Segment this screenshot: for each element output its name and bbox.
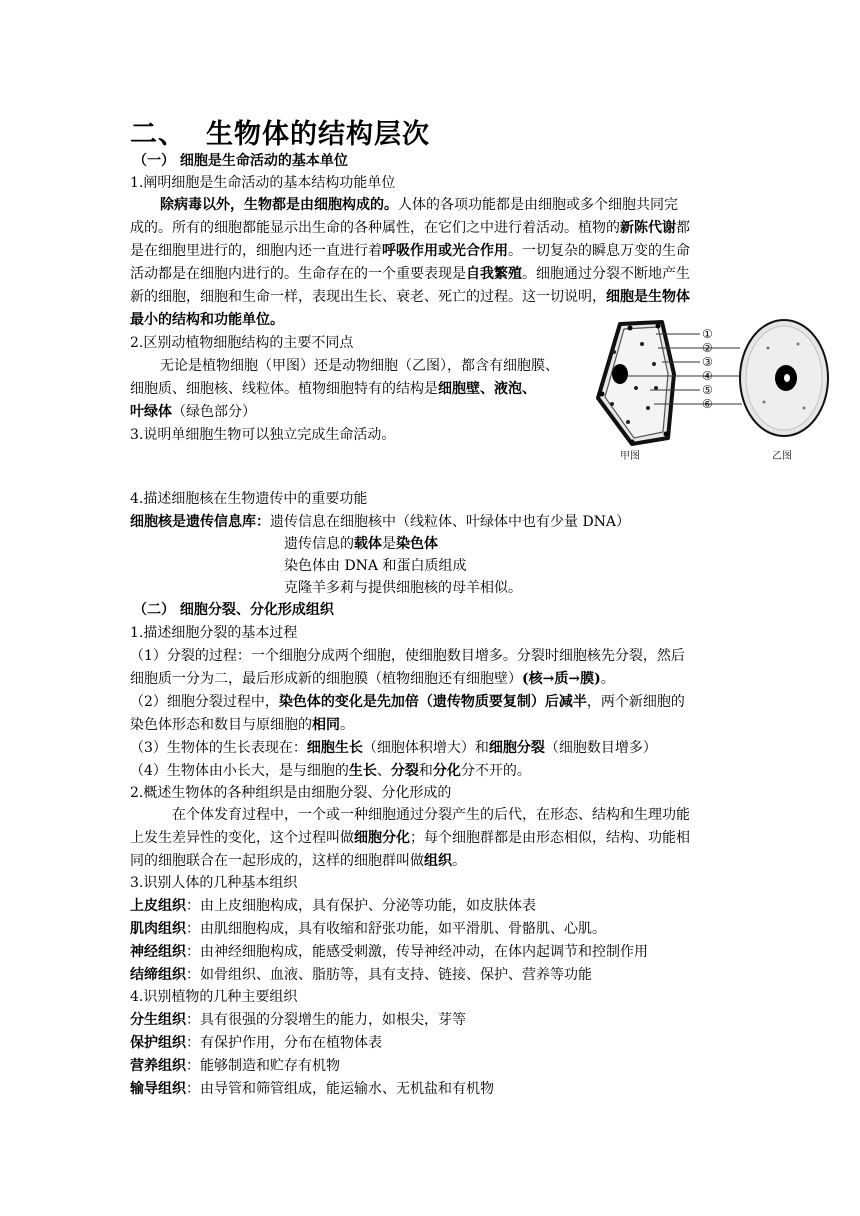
point-title-3: 3.说明单细胞生物可以独立完成生命活动。 bbox=[130, 427, 396, 443]
figure-caption-right: 乙图 bbox=[772, 451, 792, 462]
paragraph-line: 活动都是在细胞内进行的。生命存在的一个重要表现是自我繁殖。细胞通过分裂不断地产生 bbox=[130, 266, 690, 282]
paragraph-line: 除病毒以外，生物都是由细胞构成的。人体的各项功能都是由细胞或多个细胞共同完 bbox=[160, 197, 678, 213]
paragraph-line: 细胞质、细胞核、线粒体。植物细胞特有的结构是细胞壁、液泡、 bbox=[130, 381, 536, 397]
point-title-1: 1.阐明细胞是生命活动的基本结构功能单位 bbox=[130, 175, 396, 191]
tissue-item: 肌肉组织：由肌细胞构成，具有收缩和舒张功能，如平滑肌、骨骼肌、心肌。 bbox=[130, 921, 606, 937]
plant-cell-image bbox=[598, 322, 674, 445]
paragraph-line: 遗传信息的载体是染色体 bbox=[284, 536, 438, 552]
point-title-4b: 4.识别植物的几种主要组织 bbox=[130, 989, 298, 1005]
figure-label: ⑤ bbox=[702, 383, 713, 397]
section-title-text: 生物体的结构层次 bbox=[206, 119, 430, 150]
cell-figure bbox=[592, 318, 842, 466]
paragraph-line: （3）生物体的生长表现在：细胞生长（细胞体积增大）和细胞分裂（细胞数目增多） bbox=[130, 740, 657, 756]
point-title-2b: 2.概述生物体的各种组织是由细胞分裂、分化形成的 bbox=[130, 785, 452, 801]
point-title-1b: 1.描述细胞分裂的基本过程 bbox=[130, 625, 298, 641]
paragraph-line: 上发生差异性的变化，这个过程叫做细胞分化；每个细胞群都是由形态相似，结构、功能相 bbox=[130, 830, 690, 846]
paragraph-line: （2）细胞分裂过程中，染色体的变化是先加倍（遗传物质要复制）后减半，两个新细胞的 bbox=[130, 694, 685, 710]
figure-label: ② bbox=[702, 341, 713, 355]
section-title bbox=[130, 112, 430, 151]
paragraph-line: 新的细胞，细胞和生命一样，表现出生长、衰老、死亡的过程。这一切说明，细胞是生物体 bbox=[130, 289, 690, 305]
paragraph-line: 细胞质一分为二，最后形成新的细胞膜（植物细胞还有细胞壁）(核→质→膜)。 bbox=[130, 671, 615, 687]
paragraph-line: （1）分裂的过程：一个细胞分成两个细胞，使细胞数目增多。分裂时细胞核先分裂，然后 bbox=[130, 648, 685, 664]
point-title-2: 2.区别动植物细胞结构的主要不同点 bbox=[130, 335, 354, 351]
paragraph-line: 无论是植物细胞（甲图）还是动物细胞（乙图），都含有细胞膜、 bbox=[160, 358, 559, 374]
paragraph-line: 是在细胞里进行的，细胞内还一直进行着呼吸作用或光合作用。一切复杂的瞬息万变的生命 bbox=[130, 243, 690, 259]
figure-label: ① bbox=[702, 327, 713, 341]
tissue-item: 上皮组织：由上皮细胞构成，具有保护、分泌等功能，如皮肤体表 bbox=[130, 898, 536, 914]
subsection-heading-1: （一） 细胞是生命活动的基本单位 bbox=[133, 153, 348, 169]
figure-label: ⑥ bbox=[702, 397, 713, 411]
tissue-item: 结缔组织：如骨组织、血液、脂肪等，具有支持、链接、保护、营养等功能 bbox=[130, 967, 592, 983]
tissue-item: 营养组织：能够制造和贮存有机物 bbox=[130, 1058, 340, 1074]
tissue-item: 保护组织：有保护作用，分布在植物体表 bbox=[130, 1035, 382, 1051]
paragraph-line: 染色体形态和数目与原细胞的相同。 bbox=[130, 717, 354, 733]
figure-caption-left: 甲图 bbox=[620, 451, 640, 462]
tissue-item: 分生组织：具有很强的分裂增生的能力，如根尖，芽等 bbox=[130, 1012, 466, 1028]
point-title-4: 4.描述细胞核在生物遗传中的重要功能 bbox=[130, 491, 368, 507]
tissue-item: 输导组织：由导管和筛管组成，能运输水、无机盐和有机物 bbox=[130, 1081, 494, 1097]
paragraph-line: 同的细胞联合在一起形成的，这样的细胞群叫做组织。 bbox=[130, 853, 466, 869]
paragraph-line: 在个体发育过程中，一个或一种细胞通过分裂产生的后代，在形态、结构和生理功能 bbox=[172, 807, 690, 823]
point-title-3b: 3.识别人体的几种基本组织 bbox=[130, 875, 298, 891]
paragraph-line: 叶绿体（绿色部分） bbox=[130, 404, 256, 420]
paragraph-line: 克隆羊多莉与提供细胞核的母羊相似。 bbox=[284, 580, 522, 596]
subsection-heading-2: （二） 细胞分裂、分化形成组织 bbox=[133, 602, 334, 618]
paragraph-line: 染色体由 DNA 和蛋白质组成 bbox=[284, 558, 467, 574]
tissue-item: 神经组织：由神经细胞构成，能感受刺激，传导神经冲动，在体内起调节和控制作用 bbox=[130, 944, 648, 960]
figure-label: ③ bbox=[702, 355, 713, 369]
paragraph-line: （4）生物体由小长大，是与细胞的生长、分裂和分化分不开的。 bbox=[130, 763, 531, 779]
figure-label: ④ bbox=[702, 369, 713, 383]
paragraph-line: 细胞核是遗传信息库：遗传信息在细胞核中（线粒体、叶绿体中也有少量 DNA） bbox=[130, 514, 631, 530]
section-number: 二、 bbox=[130, 119, 186, 150]
animal-cell-image bbox=[740, 320, 828, 436]
paragraph-line: 成的。所有的细胞都能显示出生命的各种属性，在它们之中进行着活动。植物的新陈代谢都 bbox=[130, 220, 690, 236]
paragraph-line: 最小的结构和功能单位。 bbox=[130, 312, 284, 328]
